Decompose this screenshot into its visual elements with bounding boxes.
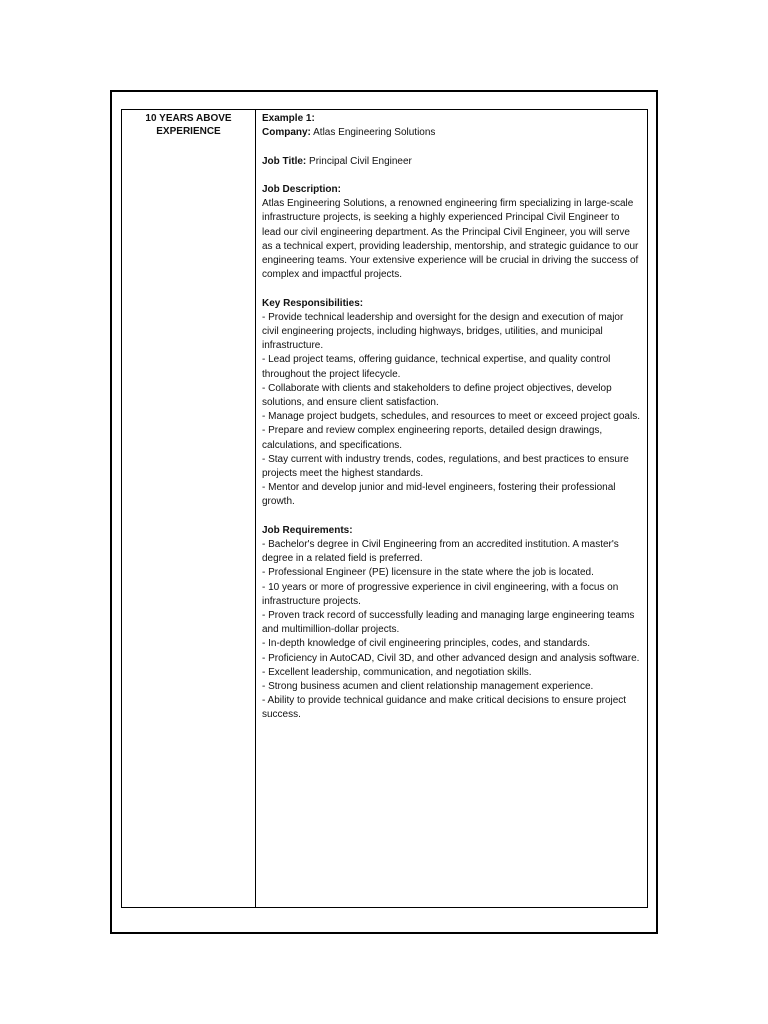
responsibilities-list <box>262 311 641 510</box>
company-line <box>262 126 641 140</box>
responsibility-item: - Lead project teams, offering guidance, technical expertise, and quality control throughout the project lifecycle. <box>262 354 611 380</box>
requirement-item: - Bachelor's degree in Civil Engineering from an accredited institution. A master's degree in a related field is preferred. <box>262 539 619 565</box>
spacer <box>262 510 641 524</box>
requirement-item: - Proficiency in AutoCAD, Civil 3D, and other advanced design and analysis software. <box>262 652 640 664</box>
responsibility-item: - Provide technical leadership and oversight for the design and execution of major civil engineering projects, including highways, bridges, utilities, and municipal infrastructure. <box>262 311 624 352</box>
experience-table <box>121 109 648 908</box>
requirement-item: - In-depth knowledge of civil engineering principles, codes, and standards. <box>262 638 590 650</box>
spacer <box>262 140 641 154</box>
requirement-item: - Strong business acumen and client relationship management experience. <box>262 681 594 693</box>
requirement-item: - 10 years or more of progressive experience in civil engineering, with a focus on infrastructure projects. <box>262 581 619 607</box>
spacer <box>262 282 641 296</box>
example-heading: Example 1: <box>262 113 315 124</box>
responsibility-item: - Stay current with industry trends, codes, regulations, and best practices to ensure projects meet the highest standards. <box>262 453 629 480</box>
spacer <box>262 169 641 183</box>
job-title-value: Principal Civil Engineer <box>306 155 412 167</box>
responsibilities-label: Key Responsibilities: <box>262 297 364 309</box>
company-label: Company: <box>262 127 311 139</box>
job-title-line <box>262 155 641 169</box>
experience-level-line-1: 10 YEARS ABOVE <box>145 113 232 124</box>
responsibility-item: - Collaborate with clients and stakeholders to define project objectives, develop solutions, and ensure client satisfaction. <box>262 382 612 409</box>
requirement-item: - Proven track record of successfully leading and managing large engineering teams and multimillion-dollar projects. <box>262 610 635 636</box>
job-title-label: Job Title: <box>262 155 307 167</box>
page-frame <box>110 90 658 934</box>
requirement-item: - Ability to provide technical guidance and make critical decisions to ensure project success. <box>262 695 627 721</box>
responsibility-item: - Prepare and review complex engineering reports, detailed design drawings, calculations, and specifications. <box>262 425 603 451</box>
requirements-label: Job Requirements: <box>262 524 353 536</box>
example-content-cell <box>256 110 647 907</box>
responsibility-item: - Manage project budgets, schedules, and resources to meet or exceed project goals. <box>262 411 640 423</box>
requirement-item: - Excellent leadership, communication, and negotiation skills. <box>262 666 532 678</box>
requirements-list <box>262 538 641 723</box>
job-description-label: Job Description: <box>262 183 341 195</box>
experience-level-line-2: EXPERIENCE <box>156 126 221 137</box>
responsibility-item: - Mentor and develop junior and mid-level engineers, fostering their professional growth. <box>262 482 616 508</box>
requirement-item: - Professional Engineer (PE) licensure in the state where the job is located. <box>262 567 594 579</box>
experience-level-cell <box>122 110 256 907</box>
company-value: Atlas Engineering Solutions <box>310 127 436 139</box>
job-description-text: Atlas Engineering Solutions, a renowned engineering firm specializing in large-scale infrastructure projects, is seeking a highly experienced Principal Civil Engineer to lead our civil engineering department. As the Principal Civil Engineer, you will serve as a technical expert, providing leadership, mentorship, and strategic guidance to our engineering teams. Your extensive experience will be crucial in driving the success of complex and impactful projects. <box>262 198 639 281</box>
